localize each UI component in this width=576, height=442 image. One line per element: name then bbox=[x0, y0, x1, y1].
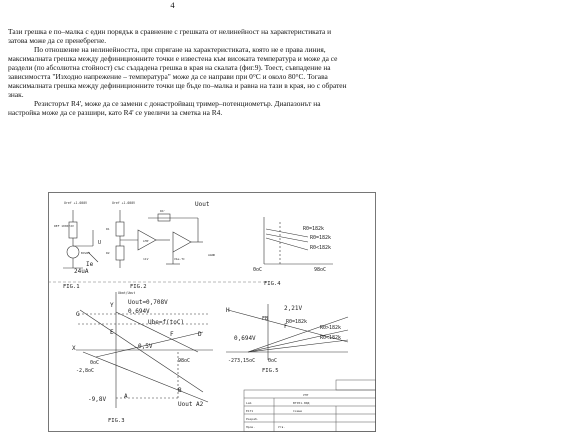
fig3-ube: Ube=f(toC) bbox=[148, 319, 185, 326]
fig4-temp-98: 98oC bbox=[314, 267, 327, 273]
fig5-0694: 0,694V bbox=[234, 335, 256, 342]
paragraph-1: Тази грешка е по–малка с един порядък в сравнение с грешката от нелинейност на характеристиката и затова може да се пренебрегне. bbox=[8, 27, 332, 46]
fig3-point-f: F bbox=[170, 331, 174, 338]
title-lab: Lab bbox=[246, 401, 252, 405]
fig3-temp-98: 98oC bbox=[178, 358, 191, 364]
fig1-ie: Ie bbox=[86, 261, 94, 268]
fig5-221v: 2,21V bbox=[284, 305, 303, 312]
fig5-f: F bbox=[284, 323, 288, 330]
fig2-gnd1: Vbe-TC bbox=[174, 257, 185, 261]
fig2-gnd2: AGND bbox=[208, 253, 216, 257]
fig3-point-g: G bbox=[76, 311, 80, 318]
fig3-uout: Uout=0,708V bbox=[128, 299, 168, 306]
title-code: ВТУ01.00Д bbox=[293, 401, 310, 405]
fig3-label: FIG.3 bbox=[108, 418, 125, 424]
fig1-vout: U bbox=[98, 240, 102, 246]
fig4-curve2: R0=182k bbox=[310, 235, 332, 241]
fig5-fb: FB bbox=[262, 316, 269, 322]
fig2-uref: Uref +1.000V bbox=[112, 201, 136, 205]
title-unt: УНТ bbox=[303, 393, 309, 397]
fig4-curve1: R0=182k bbox=[303, 226, 325, 232]
fig2-r4p: R4' bbox=[160, 209, 166, 213]
fig3-uout-a2: Uout A2 bbox=[178, 401, 204, 408]
fig1-uref: Uref +1.000V bbox=[64, 201, 88, 205]
fig2-opamp: LMP bbox=[143, 239, 149, 243]
title-approve: Утв. bbox=[278, 425, 286, 429]
fig3-neg-v: -9,8V bbox=[88, 396, 107, 403]
body-text bbox=[8, 27, 348, 117]
fig5-label: FIG.5 bbox=[262, 368, 279, 374]
fig5-r0-lt: R0<182k bbox=[320, 335, 342, 341]
title-scheme: Схеми bbox=[293, 409, 303, 413]
paragraph-2: По отношение на нелинейността, при спрягане на характеристиката, която не е права линия, максималната грешка между дефиниционните точки е известена към високата температура и може да се раздели (по абсолютна стойност) със създадена грешка в края на скалата (фиг.9). Тоест, съвпадение на зависимостта "Изходно напрежение – температура" може да се направи при 0°C и около 80°C. Тогава максималната грешка между дефиниционните точки ще бъде по–малка и равна на тази в края, но с обратен знак. bbox=[8, 45, 347, 100]
fig2-v1: 11V bbox=[143, 257, 149, 261]
paragraph-3: Резисторът R4', може да се замени с донастройващ тример–потенциометър. Диапазонът на настройка може да се разшири, като R4' се увеличи за сметка на R4. bbox=[8, 99, 321, 118]
fig4-temp-0: 0oC bbox=[253, 267, 263, 273]
fig5-r0-gt: R0>182k bbox=[320, 325, 342, 331]
page-number: 4 bbox=[170, 0, 175, 10]
fig2-label: FIG.2 bbox=[130, 284, 147, 290]
fig2-uout: Uout bbox=[195, 201, 210, 208]
fig3-axis-label: Ubat/Uout bbox=[118, 291, 136, 295]
fig1-part: BCW23 bbox=[81, 251, 91, 255]
fig3-05v: 0,5V bbox=[138, 343, 153, 350]
title-check: Пров. bbox=[246, 425, 256, 429]
title-block bbox=[244, 380, 376, 432]
technical-drawing-sheet bbox=[48, 192, 376, 432]
fig1-ref-label: REF 1000/2V bbox=[54, 224, 74, 228]
fig3-point-a: A bbox=[124, 393, 128, 400]
fig3-point-e: E bbox=[110, 329, 114, 336]
title-dev: Разраб. bbox=[246, 417, 259, 421]
fig2-circuit bbox=[116, 210, 203, 268]
fig3-temp-neg: -2,8oC bbox=[76, 368, 95, 374]
fig1-label: FIG.1 bbox=[63, 284, 80, 290]
title-e1t1: Е1Т1 bbox=[246, 409, 254, 413]
fig5-r0-eq: R0=182k bbox=[286, 319, 308, 325]
fig4-label: FIG.4 bbox=[264, 281, 281, 287]
fig4-curve3: R0<182k bbox=[310, 245, 332, 251]
fig3-temp-0: 0oC bbox=[90, 360, 100, 366]
fig5-temp-0: 0oC bbox=[268, 358, 278, 364]
fig2-r2: R2 bbox=[106, 251, 110, 255]
fig3-point-x: X bbox=[72, 345, 76, 352]
fig1-circuit bbox=[63, 210, 98, 268]
fig1-current: 24uA bbox=[74, 268, 89, 275]
fig3-point-d: D bbox=[198, 331, 202, 338]
fig3-point-y: Y bbox=[110, 302, 114, 309]
fig3-0694: 0,694V bbox=[128, 308, 150, 315]
fig2-r1: R1 bbox=[106, 227, 110, 231]
fig3-point-b: B bbox=[178, 387, 182, 394]
fig5-graph bbox=[226, 304, 348, 360]
fig5-point-h: H bbox=[226, 307, 230, 314]
fig5-temp-abs: -273,15oC bbox=[228, 358, 256, 364]
